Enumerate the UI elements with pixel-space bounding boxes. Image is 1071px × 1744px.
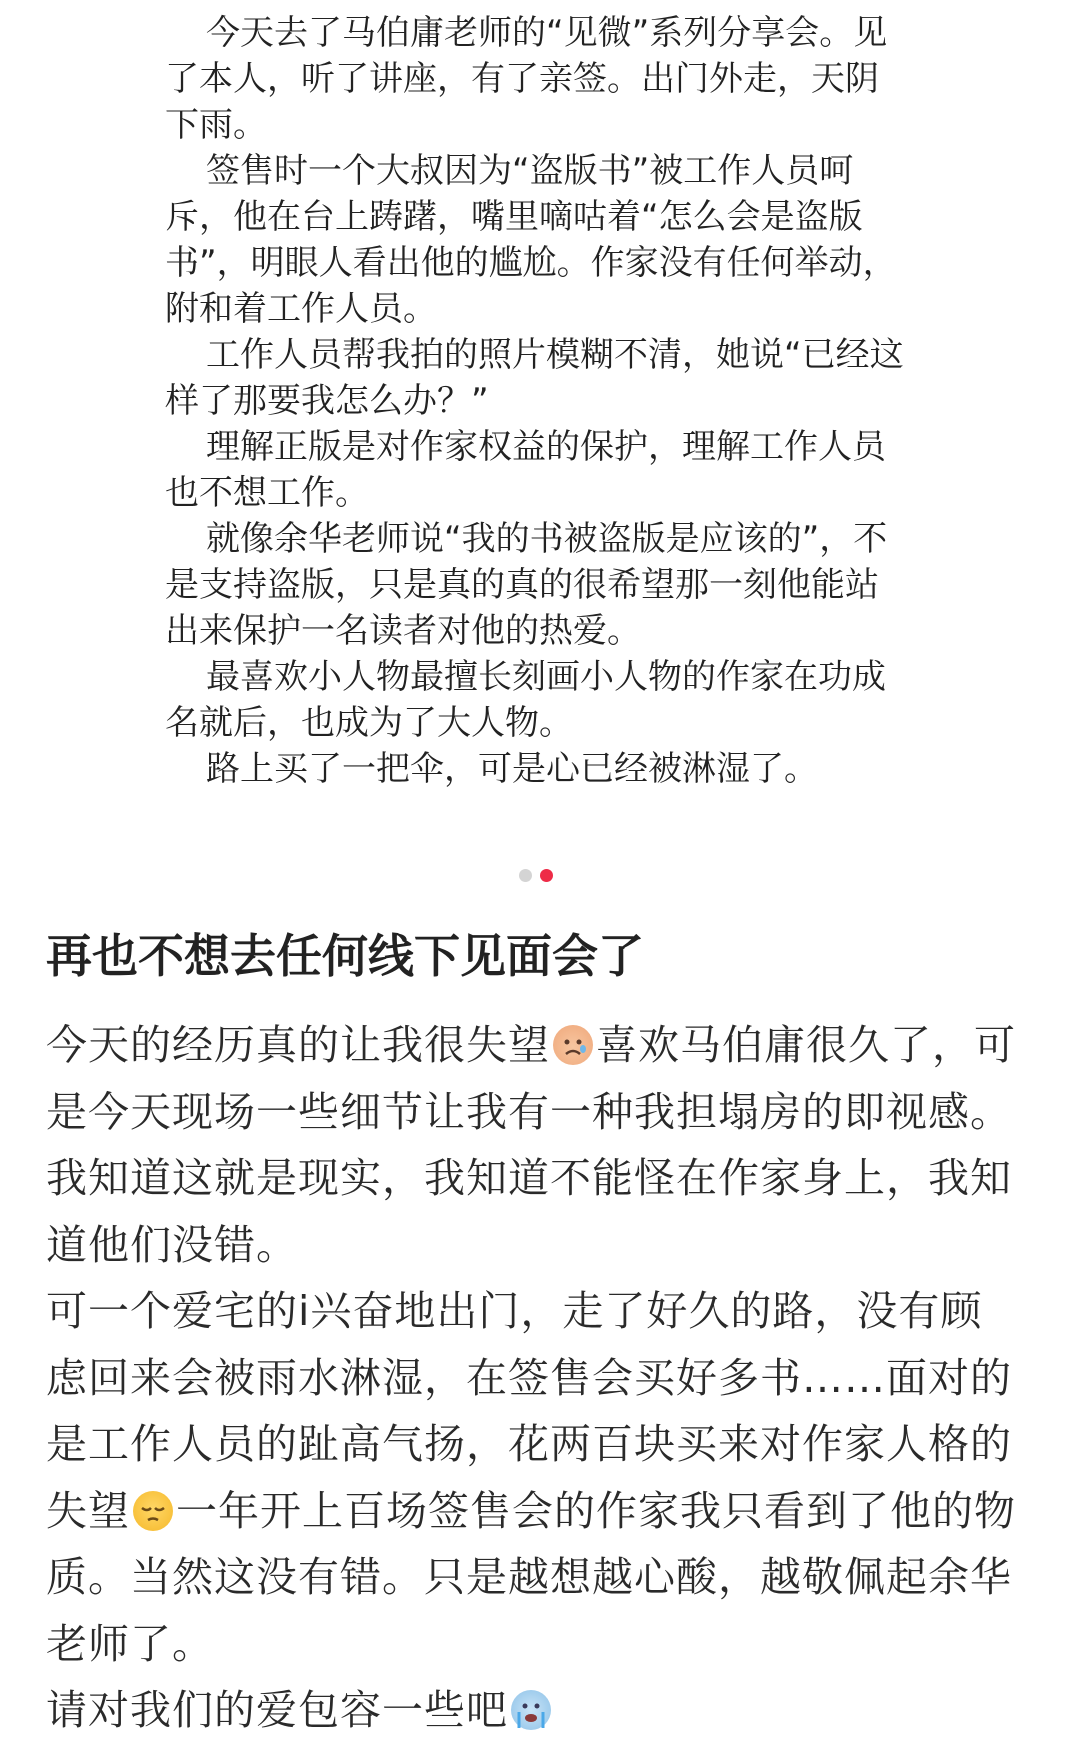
crying-face-icon: [511, 1690, 551, 1730]
note-paragraph: 最喜欢小人物最擅长刻画小人物的作家在功成名就后，也成为了大人物。: [165, 657, 886, 743]
post-body: [46, 1012, 1021, 1744]
post-text: 喜欢马伯庸很久了，可是今天现场一些细节让我有一种我担塌房的即视感。我知道这就是现实，我知道不能怪在作家身上，我知道他们没错。: [46, 1021, 1016, 1269]
note-paragraph: 理解正版是对作家权益的保护，理解工作人员也不想工作。: [165, 427, 886, 513]
pensive-face-icon: [133, 1491, 173, 1531]
note-paragraph: 就像余华老师说“我的书被盗版是应该的”，不是支持盗版，只是真的真的很希望那一刻他能站出来保护一名读者对他的热爱。: [165, 519, 888, 651]
carousel-dot-2-active[interactable]: [540, 869, 553, 882]
post-text: 可一个爱宅的i兴奋地出门，走了好久的路，没有顾虑回来会被雨水淋湿，在签售会买好多书……面对的是工作人员的趾高气扬，花两百块买来对作家人格的失望: [46, 1287, 1012, 1535]
carousel-indicator: [0, 869, 1071, 883]
post-text: 请对我们的爱包容一些吧: [46, 1686, 508, 1734]
note-text: [165, 10, 905, 792]
post-paragraph-3: [46, 1677, 1021, 1744]
post-text: 一年开上百场签售会的作家我只看到了他的物质。当然这没有错。只是越想越心酸，越敬佩起余华老师了。: [46, 1486, 1016, 1668]
note-paragraph: 工作人员帮我拍的照片模糊不清，她说“已经这样了那要我怎么办？”: [165, 335, 904, 421]
note-paragraph: 今天去了马伯庸老师的“见微”系列分享会。见了本人，听了讲座，有了亲签。出门外走，天阴下雨。: [165, 13, 888, 145]
note-image: [0, 0, 1071, 800]
post-title: 再也不想去任何线下见面会了: [46, 929, 644, 983]
post-paragraph-2: [46, 1278, 1021, 1677]
note-paragraph: 签售时一个大叔因为“盗版书”被工作人员呵斥，他在台上踌躇，嘴里嘀咕着“怎么会是盗版书”，明眼人看出他的尴尬。作家没有任何举动，附和着工作人员。: [165, 151, 897, 329]
sad-face-icon: [553, 1025, 593, 1065]
note-paragraph: 路上买了一把伞，可是心已经被淋湿了。: [206, 749, 818, 789]
carousel-dot-1[interactable]: [519, 869, 532, 882]
post-paragraph-1: [46, 1012, 1021, 1278]
post-text: 今天的经历真的让我很失望: [46, 1021, 550, 1069]
